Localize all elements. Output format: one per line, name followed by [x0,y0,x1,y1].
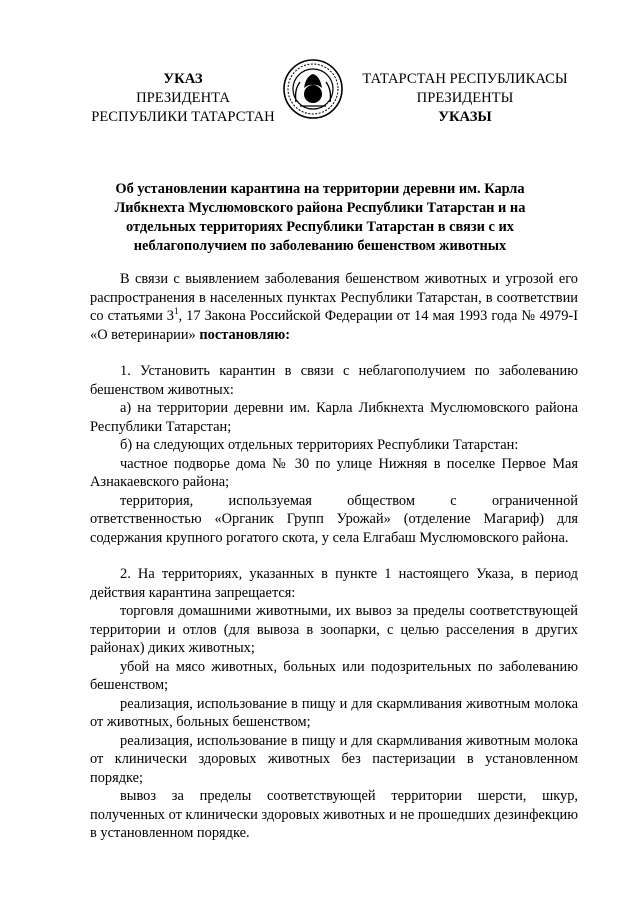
header-right-line2: ПРЕЗИДЕНТЫ [416,90,514,106]
section1-item-a: а) на территории деревни им. Карла Либкнехта Муслюмовского района Республики Татарстан; [90,400,578,435]
preamble [90,270,578,344]
section1-item-b: б) на следующих отдельных территориях Республики Татарстан: [120,437,519,453]
header-left-line3: РЕСПУБЛИКИ ТАТАРСТАН [91,109,275,125]
header-right [360,70,570,127]
tatarstan-emblem-icon [282,58,344,120]
section2-item: реализация, использование в пищу и для скармливания животным молока от клинически здоровых животных без пастеризации в установленном порядке; [90,732,578,786]
preamble-part1: В связи с выявлением заболевания бешенством животных и угрозой его распространения в населенных пунктах Республики Татарстан, в соответствии со статьями 3 [90,271,578,324]
header-left-line2: ПРЕЗИДЕНТА [136,90,230,106]
preamble-superscript: 1 [174,306,179,317]
section1-item-b2-line1: территория, используемая обществом с ограниченной [120,492,578,509]
header-right-line3: УКАЗЫ [438,109,492,125]
section2-intro: 2. На территориях, указанных в пункте 1 настоящего Указа, в период действия карантина запрещается: [90,566,578,601]
section1-item-b1: частное подворье дома № 30 по улице Нижняя в поселке Первое Мая Азнакаевского района; [90,455,578,490]
preamble-end: : [285,326,291,343]
section2-item: реализация, использование в пищу и для скармливания животным молока от животных, больных бешенством; [90,695,578,730]
section2-item: торговля домашними животными, их вывоз за пределы соответствующей территории и отлов (для вывоза в зоопарки, с целью расселения в других районах) диких животных; [90,603,578,656]
header-right-line1: ТАТАРСТАН РЕСПУБЛИКАСЫ [362,71,568,87]
section2-item: убой на мясо животных, больных или подозрительных по заболеванию бешенством; [90,658,578,693]
decree-title: Об установлении карантина на территории деревни им. Карла Либкнехта Муслюмовского района Республики Татарстан и на отдельных территориях Республики Татарстан в связи с их неблагополучием по заболеванию бешенством животных [114,181,526,254]
preamble-part2: , 17 Закона Российской Федерации от 14 мая 1993 года № 4979-I «О ветеринарии» [90,308,579,343]
section2-item: вывоз за пределы соответствующей территории шерсти, шкур, полученных от клинически здоровых животных и не прошедших дезинфекцию в установленном порядке. [90,788,578,841]
section1-intro: 1. Установить карантин в связи с неблагополучием по заболеванию бешенством животных: [90,363,578,398]
preamble-decree-word: постановляю [199,326,286,343]
header-left [78,70,288,127]
section1-item-b2-rest: ответственностью «Органик Групп Урожай» (отделение Магариф) для содержания крупного рогатого скота, у села Елгабаш Муслюмовского района. [90,511,578,546]
header-left-line1: УКАЗ [163,71,203,87]
decree-body [90,270,578,843]
